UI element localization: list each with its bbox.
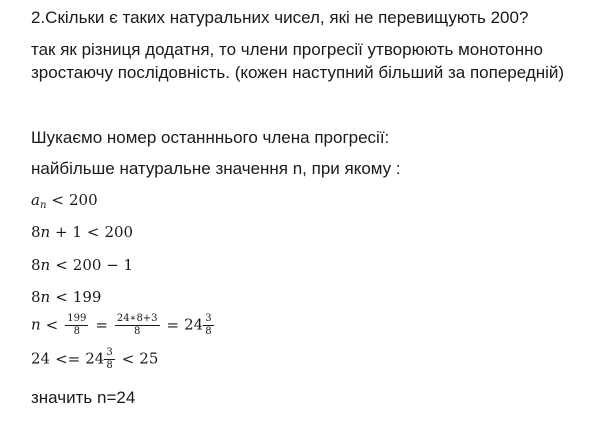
fraction-199-over-8 bbox=[65, 314, 88, 337]
math-rhs: 25 bbox=[139, 349, 159, 368]
conclusion: значить n=24 bbox=[31, 388, 136, 407]
math-operator: <= bbox=[55, 349, 81, 368]
math-rhs: 200 bbox=[68, 191, 98, 209]
fraction-denominator: 8 bbox=[106, 360, 113, 371]
explanation-line-1: так як різниця додатня, то члени прогресії утворюють монотонно bbox=[31, 40, 543, 59]
math-operator: < bbox=[86, 223, 100, 241]
fraction-denominator: 8 bbox=[134, 326, 141, 337]
fraction-numerator: 199 bbox=[67, 313, 87, 324]
math-var: n bbox=[40, 223, 51, 241]
math-rhs: 200 − 1 bbox=[72, 256, 134, 274]
math-coef: 8 bbox=[31, 288, 41, 306]
math-var: n bbox=[40, 256, 51, 274]
math-coef: 8 bbox=[31, 223, 41, 241]
math-operator: < bbox=[45, 315, 59, 334]
math-line-3 bbox=[31, 255, 133, 275]
math-operator: < bbox=[55, 256, 68, 274]
math-var: a bbox=[31, 191, 40, 209]
fraction-denominator: 8 bbox=[73, 326, 80, 337]
question-heading: 2.Скільки є таких натуральних чисел, які не перевищують 200? bbox=[31, 8, 529, 27]
mixed-fraction bbox=[203, 314, 213, 337]
fraction-numerator: 24∗8+3 bbox=[116, 313, 158, 324]
math-line-6 bbox=[31, 348, 158, 371]
math-operator: < bbox=[55, 288, 68, 306]
fraction-denominator: 8 bbox=[205, 326, 212, 337]
mixed-fraction bbox=[104, 348, 114, 371]
math-var: n bbox=[31, 315, 41, 334]
fraction-numerator: 3 bbox=[106, 347, 113, 358]
math-line-2 bbox=[31, 222, 133, 242]
math-rhs: 199 bbox=[72, 288, 102, 306]
fraction-numerator: 3 bbox=[205, 313, 212, 324]
math-equals: = bbox=[166, 315, 180, 334]
section-subheading: найбільше натуральне значення n, при якому : bbox=[31, 159, 401, 178]
section-heading: Шукаємо номер останннього члена прогресії: bbox=[31, 128, 390, 147]
math-line-4 bbox=[31, 287, 101, 307]
math-equals: = bbox=[95, 315, 108, 334]
math-mid: + 1 bbox=[55, 223, 82, 241]
math-operator: < bbox=[121, 349, 135, 368]
math-line-5 bbox=[31, 314, 216, 337]
fraction-expanded bbox=[115, 314, 160, 337]
explanation-line-2: зростаючу послідовність. (кожен наступний більший за попередній) bbox=[31, 63, 565, 82]
math-line-1 bbox=[31, 190, 98, 216]
mixed-whole: 24 bbox=[85, 349, 105, 368]
mixed-whole: 24 bbox=[184, 315, 204, 334]
math-operator: < bbox=[51, 191, 64, 209]
math-rhs: 200 bbox=[104, 223, 134, 241]
math-coef: 8 bbox=[31, 256, 41, 274]
math-var: n bbox=[40, 288, 51, 306]
math-subscript: n bbox=[39, 200, 47, 211]
math-lhs: 24 bbox=[31, 349, 51, 368]
